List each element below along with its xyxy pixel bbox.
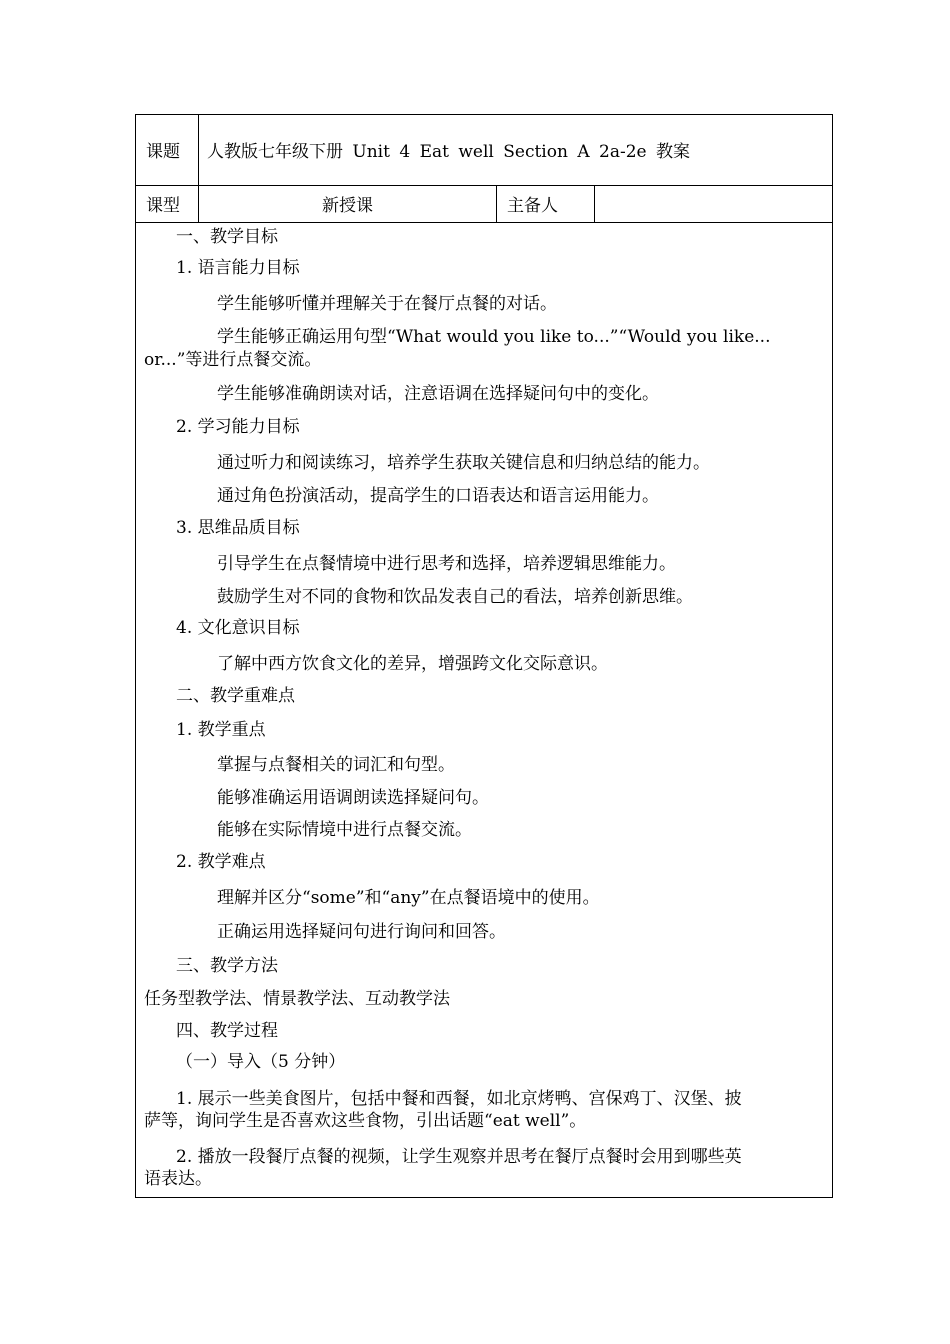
section-heading: 三、教学方法 <box>176 956 278 976</box>
paragraph: 通过角色扮演活动，提高学生的口语表达和语言运用能力。 <box>217 486 659 506</box>
paragraph: 能够在实际情境中进行点餐交流。 <box>217 820 472 840</box>
subsection-heading: 4. 文化意识目标 <box>176 618 300 638</box>
subsection-heading: 1. 教学重点 <box>176 720 266 740</box>
topic-label: 课题 <box>136 115 199 185</box>
paragraph: 鼓励学生对不同的食物和饮品发表自己的看法，培养创新思维。 <box>217 587 693 607</box>
section-heading: 四、教学过程 <box>176 1021 278 1041</box>
paragraph: 学生能够准确朗读对话，注意语调在选择疑问句中的变化。 <box>217 384 659 404</box>
section-heading: 二、教学重难点 <box>176 686 295 706</box>
subsection-heading: 1. 语言能力目标 <box>176 258 300 278</box>
type-label: 课型 <box>136 186 199 222</box>
topic-row <box>136 115 832 186</box>
paragraph: 通过听力和阅读练习，培养学生获取关键信息和归纳总结的能力。 <box>217 453 710 473</box>
paragraph: or...”等进行点餐交流。 <box>144 350 322 370</box>
subsection-heading: 2. 学习能力目标 <box>176 417 300 437</box>
paragraph: 了解中西方饮食文化的差异，增强跨文化交际意识。 <box>217 654 608 674</box>
type-value: 新授课 <box>199 186 497 222</box>
lesson-content <box>136 223 832 1197</box>
paragraph: 任务型教学法、情景教学法、互动教学法 <box>144 989 450 1009</box>
subsection-heading: （一）导入（5 分钟） <box>176 1052 346 1072</box>
type-row <box>136 186 832 223</box>
paragraph: 掌握与点餐相关的词汇和句型。 <box>217 755 455 775</box>
owner-label: 主备人 <box>497 186 595 222</box>
paragraph: 语表达。 <box>144 1169 212 1189</box>
subsection-heading: 2. 教学难点 <box>176 852 266 872</box>
paragraph: 理解并区分“some”和“any”在点餐语境中的使用。 <box>217 888 600 908</box>
paragraph: 学生能够正确运用句型“What would you like to...”“Would you like... <box>217 327 771 347</box>
paragraph: 1. 展示一些美食图片，包括中餐和西餐，如北京烤鸭、宫保鸡丁、汉堡、披 <box>176 1089 742 1109</box>
subsection-heading: 3. 思维品质目标 <box>176 518 300 538</box>
paragraph: 引导学生在点餐情境中进行思考和选择，培养逻辑思维能力。 <box>217 554 676 574</box>
paragraph: 正确运用选择疑问句进行询问和回答。 <box>217 922 506 942</box>
owner-value <box>595 186 832 222</box>
lesson-plan-table <box>135 114 833 1198</box>
paragraph: 学生能够听懂并理解关于在餐厅点餐的对话。 <box>217 294 557 314</box>
paragraph: 能够准确运用语调朗读选择疑问句。 <box>217 788 489 808</box>
paragraph: 2. 播放一段餐厅点餐的视频，让学生观察并思考在餐厅点餐时会用到哪些英 <box>176 1147 742 1167</box>
topic-value: 人教版七年级下册 Unit 4 Eat well Section A 2a-2e 教案 <box>207 142 690 162</box>
section-heading: 一、教学目标 <box>176 227 278 247</box>
paragraph: 萨等，询问学生是否喜欢这些食物，引出话题“eat well”。 <box>144 1111 587 1131</box>
